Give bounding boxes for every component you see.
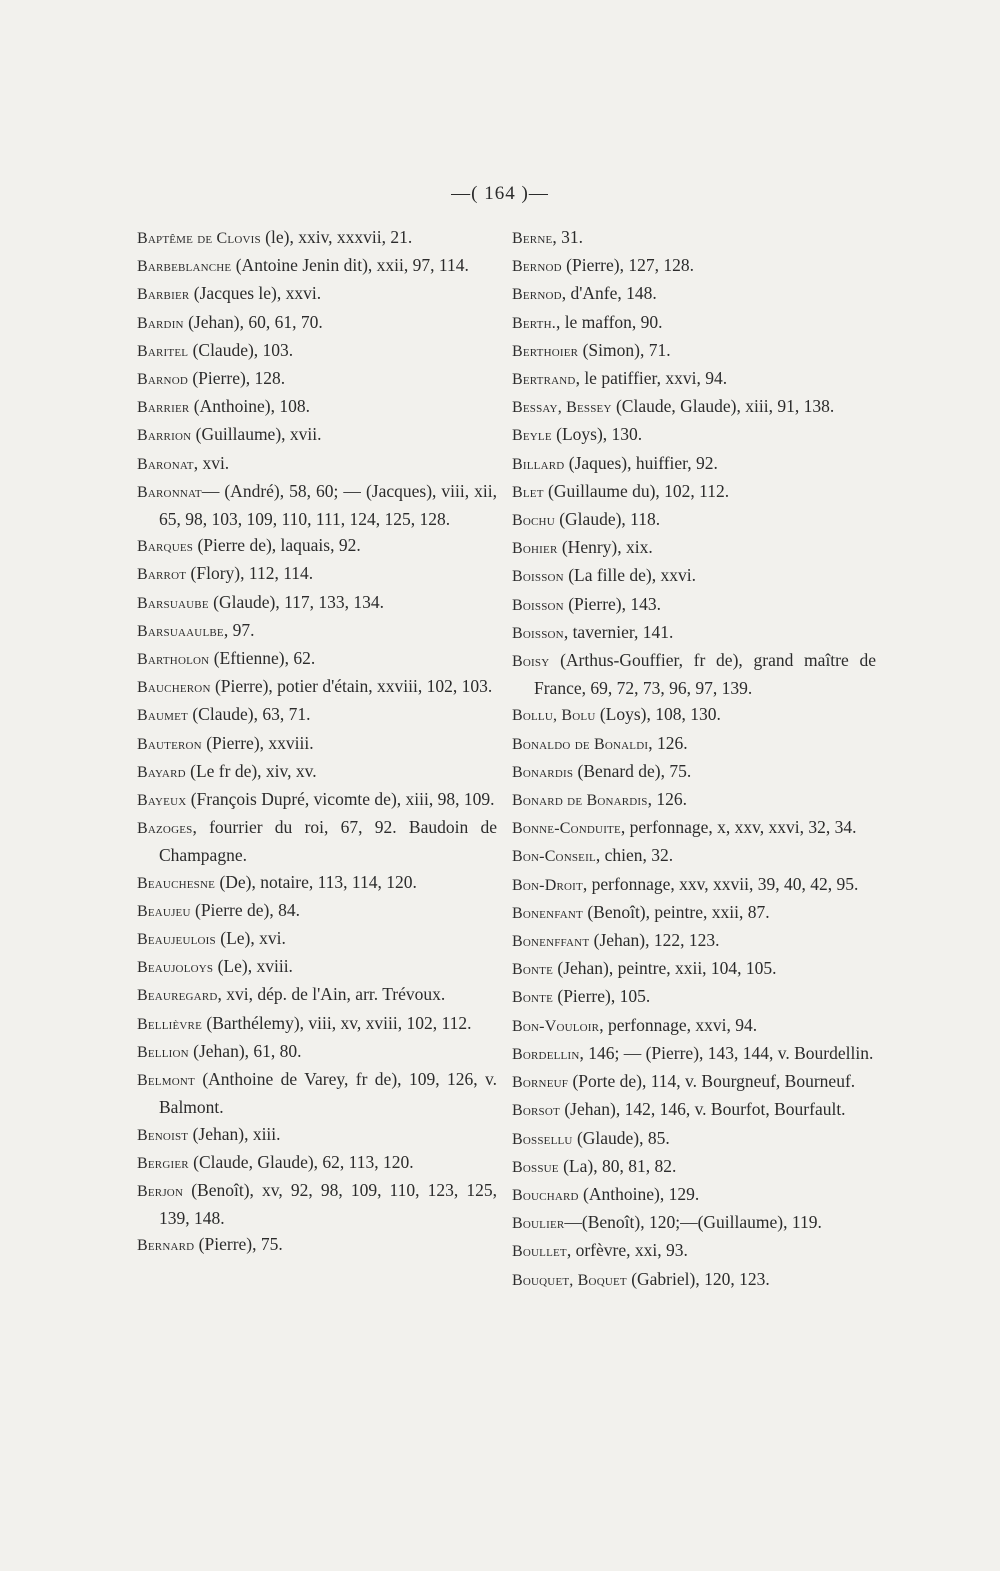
index-entry bbox=[512, 1153, 876, 1181]
entry-headword: Bouquet, Boquet bbox=[512, 1271, 627, 1289]
entry-details: , chien, 32. bbox=[595, 845, 674, 866]
entry-details: (La), 80, 81, 82. bbox=[558, 1155, 677, 1176]
entry-details: , le patiffier, xxvi, 94. bbox=[575, 368, 728, 389]
entry-headword: Barsuaube bbox=[137, 594, 209, 612]
entry-headword: Baumet bbox=[137, 707, 188, 725]
entry-details: (Guillaume), xvii. bbox=[191, 424, 322, 445]
entry-details: (De), notaire, 113, 114, 120. bbox=[215, 871, 417, 892]
entry-headword: Bonte bbox=[512, 989, 553, 1007]
entry-headword: Bon-Droit bbox=[512, 876, 583, 894]
entry-details: (Jaques), huiffier, 92. bbox=[564, 452, 718, 473]
index-entry bbox=[512, 478, 876, 506]
entry-headword: Beauregard bbox=[137, 987, 218, 1005]
index-entry bbox=[512, 983, 876, 1011]
index-entry bbox=[512, 337, 876, 365]
index-entry bbox=[512, 758, 876, 786]
entry-headword: Bonne-Conduite bbox=[512, 820, 621, 838]
entry-headword: Billard bbox=[512, 455, 565, 473]
index-entry bbox=[512, 1096, 876, 1124]
entry-details: , orfèvre, xxi, 93. bbox=[566, 1240, 688, 1261]
entry-headword: Bayeux bbox=[137, 792, 187, 810]
entry-headword: Bossellu bbox=[512, 1130, 573, 1148]
entry-details: (Eftienne), 62. bbox=[209, 648, 316, 669]
entry-headword: Barques bbox=[137, 538, 194, 556]
index-entry bbox=[512, 280, 876, 308]
entry-headword: Bernod bbox=[512, 258, 562, 276]
index-entry bbox=[137, 421, 497, 449]
entry-details: (Loys), 130. bbox=[551, 424, 643, 445]
entry-headword: Bonard de Bonardis bbox=[512, 792, 648, 810]
entry-details: (Benoît), peintre, xxii, 87. bbox=[582, 901, 770, 922]
entry-headword: Berthoier bbox=[512, 342, 579, 360]
entry-details: (Barthélemy), viii, xv, xviii, 102, 112. bbox=[202, 1012, 472, 1033]
entry-headword: Bochu bbox=[512, 512, 555, 530]
entry-headword: Boisy bbox=[512, 653, 550, 671]
entry-headword: Beyle bbox=[512, 427, 552, 445]
index-column-right bbox=[512, 224, 876, 1294]
entry-details: (Jehan), 60, 61, 70. bbox=[183, 311, 323, 332]
entry-details: (Jehan), 142, 146, v. Bourfot, Bourfault. bbox=[559, 1099, 846, 1120]
index-entry bbox=[512, 252, 876, 280]
entry-details: (Claude, Glaude), xiii, 91, 138. bbox=[611, 396, 835, 417]
entry-headword: Boisson bbox=[512, 568, 564, 586]
entry-details: (Glaude), 118. bbox=[554, 509, 661, 530]
entry-headword: Beauchesne bbox=[137, 874, 216, 892]
entry-details: (Pierre), 75. bbox=[194, 1234, 283, 1255]
entry-headword: Bardin bbox=[137, 314, 184, 332]
entry-details: (Jehan), 122, 123. bbox=[589, 930, 720, 951]
index-entry bbox=[137, 1066, 497, 1120]
entry-details: , 97. bbox=[223, 619, 255, 640]
entry-details: — (André), 58, 60; — (Jacques), viii, xii, 65, 98, 103, 109, 110, 111, 124, 125, 128. bbox=[159, 480, 497, 530]
entry-details: (Le fr de), xiv, xv. bbox=[185, 760, 317, 781]
index-entry bbox=[137, 365, 497, 393]
entry-headword: Boulier bbox=[512, 1215, 565, 1233]
entry-details: (Pierre), 143. bbox=[563, 593, 662, 614]
entry-headword: Bayard bbox=[137, 763, 186, 781]
entry-details: (Gabriel), 120, 123. bbox=[626, 1268, 770, 1289]
entry-details: (Jacques le), xxvi. bbox=[189, 283, 322, 304]
index-entry bbox=[512, 309, 876, 337]
entry-details: (Anthoine), 129. bbox=[578, 1183, 700, 1204]
entry-headword: Boisson bbox=[512, 596, 564, 614]
index-entry bbox=[137, 730, 497, 758]
index-entry bbox=[512, 1237, 876, 1265]
entry-headword: Bernard bbox=[137, 1237, 195, 1255]
entry-headword: Baronnat bbox=[137, 483, 202, 501]
entry-details: —(Benoît), 120;—(Guillaume), 119. bbox=[564, 1212, 822, 1233]
entry-headword: Bessay, Bessey bbox=[512, 399, 612, 417]
entry-details: , perfonnage, x, xxv, xxvi, 32, 34. bbox=[620, 817, 857, 838]
entry-headword: Bonaldo de Bonaldi bbox=[512, 735, 649, 753]
index-entry bbox=[512, 365, 876, 393]
index-entry bbox=[137, 224, 497, 252]
entry-details: (Claude), 63, 71. bbox=[187, 704, 311, 725]
index-entry bbox=[137, 478, 497, 532]
index-entry bbox=[512, 450, 876, 478]
entry-headword: Barrier bbox=[137, 399, 190, 417]
index-entry bbox=[137, 701, 497, 729]
entry-headword: Barnod bbox=[137, 371, 188, 389]
index-entry bbox=[137, 1149, 497, 1177]
entry-details: (Anthoine), 108. bbox=[189, 396, 310, 417]
entry-details: , perfonnage, xxv, xxvii, 39, 40, 42, 95. bbox=[582, 873, 859, 894]
entry-details: , 146; — (Pierre), 143, 144, v. Bourdellin. bbox=[579, 1042, 874, 1063]
index-entry bbox=[512, 955, 876, 983]
entry-headword: Blet bbox=[512, 483, 544, 501]
entry-details: , fourrier du roi, 67, 92. Baudoin de Champagne. bbox=[159, 817, 497, 866]
entry-headword: Boisson bbox=[512, 624, 564, 642]
index-entry bbox=[512, 1040, 876, 1068]
index-entry bbox=[137, 560, 497, 588]
index-entry bbox=[137, 981, 497, 1009]
index-entry bbox=[512, 1125, 876, 1153]
entry-details: (Claude, Glaude), 62, 113, 120. bbox=[188, 1151, 414, 1172]
index-entry bbox=[137, 925, 497, 953]
entry-details: (Pierre de), laquais, 92. bbox=[193, 535, 361, 556]
entry-headword: Bohier bbox=[512, 540, 558, 558]
entry-headword: Bon-Conseil bbox=[512, 848, 596, 866]
index-entry bbox=[512, 1266, 876, 1294]
entry-headword: Barrion bbox=[137, 427, 192, 445]
entry-details: (Anthoine de Varey, fr de), 109, 126, v. Balmont. bbox=[159, 1069, 497, 1118]
entry-headword: Bergier bbox=[137, 1154, 189, 1172]
index-entry bbox=[137, 589, 497, 617]
entry-details: (Glaude), 85. bbox=[572, 1127, 670, 1148]
entry-details: (Simon), 71. bbox=[578, 339, 671, 360]
index-entry bbox=[512, 842, 876, 870]
entry-details: (Benard de), 75. bbox=[573, 760, 692, 781]
entry-headword: Beaujeu bbox=[137, 902, 191, 920]
index-entry bbox=[137, 280, 497, 308]
index-entry bbox=[512, 1068, 876, 1096]
index-entry bbox=[512, 506, 876, 534]
entry-headword: Bollu, Bolu bbox=[512, 707, 596, 725]
entry-headword: Bertrand bbox=[512, 371, 576, 389]
entry-headword: Bouchard bbox=[512, 1186, 579, 1204]
entry-details: (La fille de), xxvi. bbox=[563, 565, 696, 586]
index-entry bbox=[137, 869, 497, 897]
index-entry bbox=[512, 730, 876, 758]
entry-headword: Barrot bbox=[137, 566, 187, 584]
entry-details: , 126. bbox=[647, 789, 687, 810]
entry-details: (François Dupré, vicomte de), xiii, 98, 109. bbox=[186, 789, 495, 810]
entry-details: (Pierre), potier d'étain, xxviii, 102, 103. bbox=[210, 676, 493, 697]
entry-headword: Barbeblanche bbox=[137, 258, 232, 276]
entry-details: (Pierre), xxviii. bbox=[201, 732, 314, 753]
index-entry bbox=[137, 309, 497, 337]
index-entry bbox=[512, 224, 876, 252]
index-entry bbox=[137, 1121, 497, 1149]
index-entry bbox=[512, 899, 876, 927]
index-entry bbox=[512, 421, 876, 449]
index-entry bbox=[512, 591, 876, 619]
entry-headword: Berth. bbox=[512, 314, 556, 332]
index-entry bbox=[512, 871, 876, 899]
entry-headword: Bonardis bbox=[512, 763, 574, 781]
entry-details: , d'Anfe, 148. bbox=[561, 283, 657, 304]
entry-details: (Antoine Jenin dit), xxii, 97, 114. bbox=[231, 255, 469, 276]
index-entry bbox=[137, 786, 497, 814]
entry-headword: Bossue bbox=[512, 1158, 559, 1176]
entry-details: (Pierre), 105. bbox=[553, 986, 651, 1007]
entry-headword: Bellion bbox=[137, 1043, 189, 1061]
index-entry bbox=[137, 337, 497, 365]
index-entry bbox=[512, 701, 876, 729]
index-entry bbox=[512, 927, 876, 955]
entry-headword: Boullet bbox=[512, 1243, 567, 1261]
entry-headword: Borneuf bbox=[512, 1074, 569, 1092]
entry-headword: Bon-Vouloir bbox=[512, 1017, 600, 1035]
entry-details: (Glaude), 117, 133, 134. bbox=[208, 591, 385, 612]
entry-details: (Pierre), 128. bbox=[187, 368, 286, 389]
index-entry bbox=[137, 450, 497, 478]
entry-details: (Flory), 112, 114. bbox=[186, 563, 314, 584]
entry-headword: Berne bbox=[512, 230, 553, 247]
entry-headword: Bauteron bbox=[137, 735, 202, 753]
entry-headword: Bonte bbox=[512, 961, 553, 979]
entry-details: (Le), xvi. bbox=[215, 928, 286, 949]
entry-details: , le maffon, 90. bbox=[555, 311, 663, 332]
entry-headword: Benoist bbox=[137, 1126, 189, 1144]
entry-details: , xvi. bbox=[193, 452, 230, 473]
index-entry bbox=[512, 393, 876, 421]
index-entry bbox=[137, 673, 497, 701]
entry-details: (Jehan), peintre, xxii, 104, 105. bbox=[553, 958, 777, 979]
entry-headword: Bartholon bbox=[137, 651, 210, 669]
entry-headword: Barbier bbox=[137, 286, 190, 304]
entry-headword: Bonenfant bbox=[512, 904, 583, 922]
entry-details: , perfonnage, xxvi, 94. bbox=[599, 1014, 758, 1035]
index-entry bbox=[512, 562, 876, 590]
entry-details: (Jehan), 61, 80. bbox=[188, 1040, 302, 1061]
index-entry bbox=[137, 953, 497, 981]
entry-details: (Pierre de), 84. bbox=[190, 899, 300, 920]
entry-headword: Berjon bbox=[137, 1182, 184, 1200]
entry-headword: Beaujoloys bbox=[137, 959, 214, 977]
entry-details: , 126. bbox=[648, 732, 688, 753]
entry-details: (Guillaume du), 102, 112. bbox=[543, 480, 730, 501]
entry-details: (Le), xviii. bbox=[213, 956, 293, 977]
entry-headword: Baucheron bbox=[137, 679, 211, 697]
index-entry bbox=[137, 1231, 497, 1259]
entry-details: , xvi, dép. de l'Ain, arr. Trévoux. bbox=[217, 984, 446, 1005]
index-entry bbox=[137, 758, 497, 786]
index-entry bbox=[137, 645, 497, 673]
entry-headword: Barsuaaulbe bbox=[137, 622, 224, 640]
entry-headword: Borsot bbox=[512, 1102, 560, 1120]
index-entry bbox=[512, 647, 876, 701]
entry-headword: Baritel bbox=[137, 342, 189, 360]
index-entry bbox=[137, 897, 497, 925]
entry-headword: Bazoges bbox=[137, 820, 193, 838]
entry-details: (Benoît), xv, 92, 98, 109, 110, 123, 125, 139, 148. bbox=[159, 1179, 497, 1229]
index-entry bbox=[512, 1209, 876, 1237]
index-column-left bbox=[137, 224, 497, 1260]
index-entry bbox=[137, 1177, 497, 1231]
index-entry bbox=[137, 1010, 497, 1038]
index-entry bbox=[512, 1012, 876, 1040]
index-entry bbox=[137, 814, 497, 868]
index-entry bbox=[512, 1181, 876, 1209]
index-entry bbox=[137, 617, 497, 645]
entry-details: (Loys), 108, 130. bbox=[595, 704, 721, 725]
index-entry bbox=[512, 534, 876, 562]
entry-details: (Porte de), 114, v. Bourgneuf, Bourneuf. bbox=[568, 1071, 856, 1092]
index-entry bbox=[137, 252, 497, 280]
entry-headword: Bordellin bbox=[512, 1045, 580, 1063]
page-number: —( 164 )— bbox=[451, 183, 549, 204]
entry-details: , 31. bbox=[552, 227, 584, 247]
entry-details: (Claude), 103. bbox=[188, 339, 294, 360]
index-entry bbox=[137, 393, 497, 421]
index-entry bbox=[512, 814, 876, 842]
index-entry bbox=[512, 619, 876, 647]
entry-headword: Bonenffant bbox=[512, 933, 590, 951]
entry-details: (Pierre), 127, 128. bbox=[561, 255, 694, 276]
entry-details: , tavernier, 141. bbox=[563, 621, 674, 642]
entry-headword: Belmont bbox=[137, 1072, 195, 1090]
entry-details: (le), xxiv, xxxvii, 21. bbox=[260, 227, 413, 247]
index-entry bbox=[137, 532, 497, 560]
entry-details: (Jehan), xiii. bbox=[188, 1123, 281, 1144]
entry-headword: Beaujeulois bbox=[137, 931, 216, 949]
index-entry bbox=[512, 786, 876, 814]
entry-headword: Bernod bbox=[512, 286, 562, 304]
entry-headword: Bellièvre bbox=[137, 1015, 203, 1033]
entry-headword: Baronat bbox=[137, 455, 194, 473]
entry-headword: Baptême de Clovis bbox=[137, 230, 261, 247]
entry-details: (Arthus-Gouffier, fr de), grand maître de France, 69, 72, 73, 96, 97, 139. bbox=[534, 650, 876, 699]
entry-details: (Henry), xix. bbox=[557, 537, 653, 558]
index-entry bbox=[137, 1038, 497, 1066]
